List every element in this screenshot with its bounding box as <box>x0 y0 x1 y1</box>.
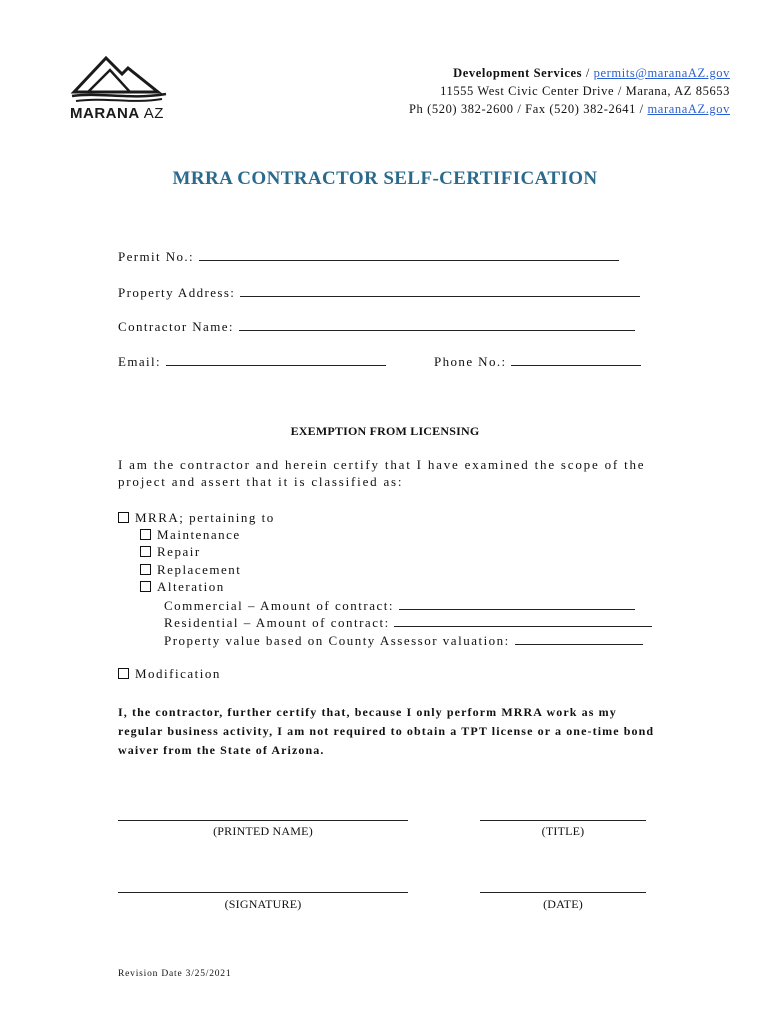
checkbox-icon[interactable] <box>118 512 129 523</box>
intro-paragraph: I am the contractor and herein certify that I have examined the scope of the project and assert that it is classified as: <box>118 457 646 489</box>
printed-name-label: (PRINTED NAME) <box>213 824 313 838</box>
checkbox-icon[interactable] <box>140 546 151 557</box>
email-input-line[interactable] <box>166 353 386 366</box>
logo-wordmark: MARANA AZ <box>70 105 164 122</box>
revision-date: Revision Date 3/25/2021 <box>118 969 232 979</box>
property-value-field[interactable]: Property value based on County Assessor valuation: <box>164 632 643 649</box>
commercial-amount-field[interactable]: Commercial – Amount of contract: <box>164 597 635 614</box>
option-alteration[interactable]: Alteration <box>140 579 225 595</box>
residential-amount-field[interactable]: Residential – Amount of contract: <box>164 614 652 631</box>
permit-input-line[interactable] <box>199 248 619 261</box>
printed-name-line[interactable] <box>118 820 408 821</box>
property-value-line[interactable] <box>515 632 643 645</box>
signature-line[interactable] <box>118 892 408 893</box>
option-replacement[interactable]: Replacement <box>140 562 241 578</box>
permit-field[interactable]: Permit No.: <box>118 248 619 265</box>
date-line[interactable] <box>480 892 646 893</box>
option-mrra[interactable]: MRRA; pertaining to <box>118 510 275 526</box>
address-input-line[interactable] <box>240 284 640 297</box>
email-field[interactable]: Email: <box>118 353 386 370</box>
office-address: 11555 West Civic Center Drive / Marana, AZ 85653 <box>440 84 730 98</box>
phone-input-line[interactable] <box>511 353 641 366</box>
checkbox-icon[interactable] <box>140 581 151 592</box>
option-repair[interactable]: Repair <box>140 544 201 560</box>
section-heading: EXEMPTION FROM LICENSING <box>290 424 480 438</box>
signature-label: (SIGNATURE) <box>224 897 302 911</box>
phone-field[interactable]: Phone No.: <box>434 353 641 370</box>
date-label: (DATE) <box>543 897 583 911</box>
commercial-amount-line[interactable] <box>399 597 635 610</box>
contractor-input-line[interactable] <box>239 318 635 331</box>
phone-fax: Ph (520) 382-2600 / Fax (520) 382-2641 / <box>408 102 648 116</box>
contractor-field[interactable]: Contractor Name: <box>118 318 635 335</box>
department-name: Development Services <box>453 66 583 80</box>
option-modification[interactable]: Modification <box>118 666 221 682</box>
marana-logo <box>70 52 170 124</box>
title-label: (TITLE) <box>541 824 585 838</box>
mountain-logo-icon <box>70 52 170 104</box>
checkbox-icon[interactable] <box>140 564 151 575</box>
certification-statement: I, the contractor, further certify that, because I only perform MRRA work as my regular business activity, I am not required to obtain a TPT license or a one-time bond waiver from the State of Arizona. <box>118 705 655 757</box>
address-field[interactable]: Property Address: <box>118 284 640 301</box>
contact-header: Development Services / permits@maranaAZ.gov 11555 West Civic Center Drive / Marana, AZ 85653 Ph (520) 382-2600 / Fax (520) 382-2641 / maranaAZ.gov <box>408 66 730 116</box>
residential-amount-line[interactable] <box>394 614 652 627</box>
page-title: MRRA CONTRACTOR SELF-CERTIFICATION <box>172 168 598 189</box>
option-maintenance[interactable]: Maintenance <box>140 527 241 543</box>
checkbox-icon[interactable] <box>140 529 151 540</box>
permits-email-link[interactable]: permits@maranaAZ.gov <box>593 66 730 80</box>
checkbox-icon[interactable] <box>118 668 129 679</box>
website-link[interactable]: maranaAZ.gov <box>647 102 730 116</box>
title-line[interactable] <box>480 820 646 821</box>
